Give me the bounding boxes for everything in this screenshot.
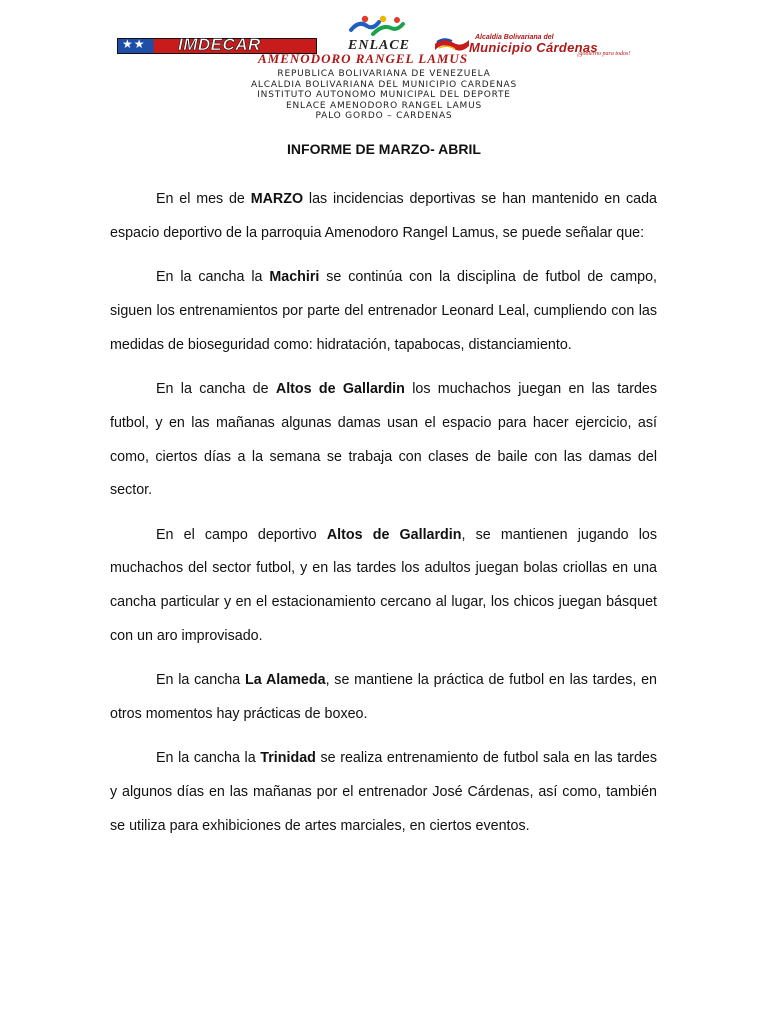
institution-line: ENLACE AMENODORO RANGEL LAMUS <box>285 100 483 111</box>
paragraph: En el mes de MARZO las incidencias deportivas se han mantenido en cada espacio deportivo de la parroquia Amenodoro Rangel Lamus, se puede señalar que: <box>110 191 657 241</box>
institution-line: ALCALDIA BOLIVARIANA DEL MUNICIPIO CARDENAS <box>250 79 518 90</box>
paragraph: En la cancha La Alameda, se mantiene la práctica de futbol en las tardes, en otros momentos hay prácticas de boxeo. <box>110 672 657 723</box>
paragraph: En la cancha la Trinidad se realiza entrenamiento de futbol sala en las tardes y algunos días en las mañanas por el entrenador José Cárdenas, así como, también se utiliza para exhibiciones de artes marciales, en ciertos eventos. <box>110 750 657 835</box>
stars-icon: ★★ <box>122 37 146 51</box>
amenodoro-wordmark: AMENODORO RANGEL LAMUS <box>258 51 469 66</box>
document-body <box>110 183 657 854</box>
flag-icon <box>435 36 469 52</box>
municipio-slogan: ¡gobierno para todos! <box>577 51 631 57</box>
document-title: INFORME DE MARZO- ABRIL <box>287 141 481 157</box>
institution-line: REPUBLICA BOLIVARIANA DE VENEZUELA <box>277 69 491 79</box>
institution-block <box>0 69 768 122</box>
municipio-top-text: Alcaldía Bolivariana del <box>475 34 554 41</box>
letterhead <box>0 0 768 125</box>
paragraph: En el campo deportivo Altos de Gallardin, se mantienen jugando los muchachos del sector futbol, y en las tardes los adultos juegan bolas criollas en una cancha particular y en el estacionamiento cercano al lugar, los chicos juegan básquet con un aro improvisado. <box>110 526 657 645</box>
institution-line: PALO GORDO – CARDENAS <box>315 111 453 121</box>
municipio-logo <box>435 34 655 56</box>
imdecar-wordmark: IMDECAR <box>178 35 261 54</box>
paragraph: En la cancha de Altos de Gallardin los muchachos juegan en las tardes futbol, y en las mañanas algunas damas usan el espacio para hacer ejercicio, así como, ciertos días a la semana se trabaja con clases de baile con las damas del sector. <box>110 380 658 499</box>
athletes-icon <box>343 14 413 40</box>
municipio-wordmark: Municipio Cárdenas <box>469 40 598 55</box>
institution-line: INSTITUTO AUTONOMO MUNICIPAL DEL DEPORTE <box>257 90 511 100</box>
paragraph: En la cancha la Machiri se continúa con la disciplina de futbol de campo, siguen los entrenamientos por parte del entrenador Leonard Leal, cumpliendo con las medidas de bioseguridad como: hidratación, tapabocas, distanciamiento. <box>110 269 658 353</box>
enlace-wordmark: ENLACE <box>348 38 411 53</box>
